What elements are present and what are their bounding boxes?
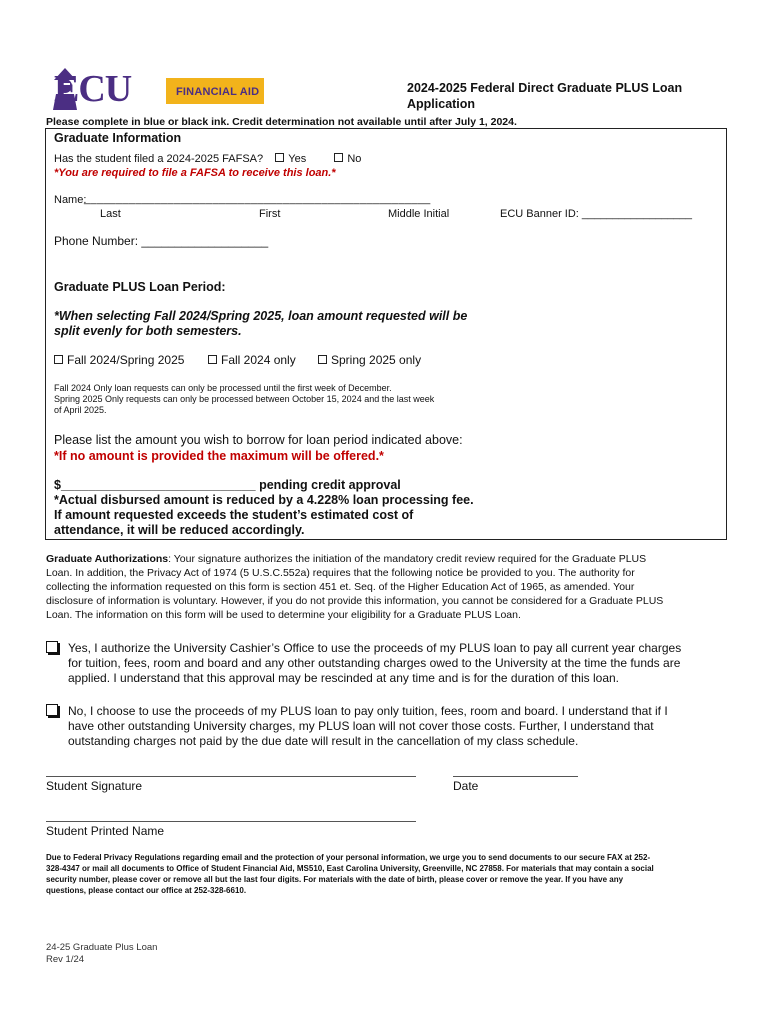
fine-print-line: Fall 2024 Only loan requests can only be processed until the first week of December. — [54, 383, 392, 393]
middle-initial-label: Middle Initial — [388, 208, 450, 220]
amount-prompt: Please list the amount you wish to borrow for loan period indicated above: — [54, 433, 463, 447]
option-label: Spring 2025 only — [331, 353, 422, 367]
loan-period-option-spring[interactable] — [318, 353, 421, 367]
fafsa-question: Has the student filed a 2024-2025 FAFSA? — [54, 153, 264, 165]
loan-period-option-fall-spring[interactable] — [54, 353, 184, 367]
authorizations-line: Loan. The information on this form will be used to determine your eligibility for a Graduate PLUS Loan. — [46, 609, 521, 621]
fafsa-row — [54, 153, 361, 165]
option-label: Fall 2024/Spring 2025 — [67, 353, 185, 367]
last-label: Last — [100, 208, 121, 220]
authorize-no-line: have other outstanding University charges, my PLUS loan will not cover those costs. Further, I understand that — [68, 719, 654, 733]
name-line[interactable]: ______________________________________________________ — [84, 193, 431, 205]
checkbox[interactable] — [318, 355, 327, 364]
checkbox[interactable] — [208, 355, 217, 364]
privacy-notice — [46, 852, 736, 896]
authorize-yes-checkbox[interactable] — [46, 641, 58, 653]
fafsa-yes-checkbox[interactable] — [275, 153, 284, 162]
amount-field[interactable]: $____________________________ pending credit approval — [54, 478, 401, 492]
printed-name-label: Student Printed Name — [46, 824, 165, 838]
page-title: 2024-2025 Federal Direct Graduate PLUS Loan Application — [407, 81, 683, 111]
date-label: Date — [453, 779, 479, 793]
authorize-yes-line: applied. I understand that this approval may be rescinded at any time and is for the duration of this loan. — [68, 671, 619, 685]
phone-field[interactable]: Phone Number: ___________________ — [54, 234, 269, 248]
ink-note: Please complete in blue or black ink. Credit determination not available until after July 1, 2024. — [46, 116, 517, 128]
privacy-notice-line: Due to Federal Privacy Regulations regarding email and the protection of your personal information, we urge you to send documents to our secure FAX at 252- — [46, 853, 651, 862]
loan-period-note-1: *When selecting Fall 2024/Spring 2025, loan amount requested will be — [54, 309, 468, 323]
loan-period-heading: Graduate PLUS Loan Period: — [54, 280, 226, 294]
logo-tag: FINANCIAL AID — [176, 86, 260, 98]
privacy-notice-line: security number, please cover or remove all but the last four digits. For materials with the date of birth, please cover or remove the year. If you have any — [46, 875, 624, 884]
fafsa-yes-label: Yes — [288, 153, 307, 165]
reduce-note-2: attendance, it will be reduced accordingly. — [54, 523, 305, 537]
privacy-notice-line: questions, please contact our office at 252-328-6610. — [46, 886, 247, 895]
printed-name-line[interactable] — [46, 821, 416, 822]
checkbox[interactable] — [54, 355, 63, 364]
fine-print-line: Spring 2025 Only requests can only be processed between October 15, 2024 and the last week — [54, 394, 435, 404]
authorizations-line: Loan. In addition, the Privacy Act of 1974 (5 U.S.C.552a) requires that the following notice be provided to you. The authority for — [46, 567, 635, 579]
graduate-information-heading: Graduate Information — [54, 131, 182, 145]
fine-print-line: of April 2025. — [54, 405, 107, 415]
amount-warning: *If no amount is provided the maximum will be offered.* — [54, 449, 384, 463]
authorizations-line: collecting the information requested on this form is section 451 et. Seq. of the Higher Education Act of 1965, as amended. Your — [46, 581, 635, 593]
fafsa-no-checkbox[interactable] — [334, 153, 343, 162]
authorize-no-text — [68, 704, 738, 749]
name-label: Name: — [54, 194, 87, 206]
fafsa-no-label: No — [347, 153, 362, 165]
authorize-yes-text — [68, 641, 738, 686]
authorize-yes-line: for tuition, fees, room and board and any other outstanding charges owed to the University at the time the funds are — [68, 656, 681, 670]
authorizations-paragraph — [46, 552, 736, 622]
loan-period-fine-print — [54, 383, 434, 416]
reduce-note-1: If amount requested exceeds the student’s estimated cost of — [54, 508, 414, 522]
privacy-notice-line: 328-4347 or mail all documents to Office of Student Financial Aid, MS510, East Carolina University, Greenville, NC 27858. For materials that may contain a social — [46, 864, 654, 873]
fee-note: *Actual disbursed amount is reduced by a 4.228% loan processing fee. — [54, 493, 474, 507]
fafsa-warning: *You are required to file a FAFSA to receive this loan.* — [54, 167, 336, 179]
authorizations-line: disclosure of information is voluntary. However, if you do not provide this information, you cannot be considered for a Graduate PLUS — [46, 595, 664, 607]
authorizations-line: : Your signature authorizes the initiation of the mandatory credit review required for the Graduate PLUS — [168, 553, 647, 565]
student-signature-line[interactable] — [46, 776, 416, 777]
authorizations-label: Graduate Authorizations — [46, 553, 169, 565]
form-revision: Rev 1/24 — [46, 954, 85, 965]
authorize-no-checkbox[interactable] — [46, 704, 58, 716]
logo-text: ECU — [54, 68, 132, 110]
form-footer — [46, 942, 157, 966]
date-line[interactable] — [453, 776, 578, 777]
authorize-no-line: outstanding charges not paid by the due date will result in the cancellation of my class schedule. — [68, 734, 579, 748]
first-label: First — [259, 208, 281, 220]
loan-period-option-fall[interactable] — [208, 353, 296, 367]
loan-period-note-2: split evenly for both semesters. — [54, 324, 242, 338]
authorize-no-line: No, I choose to use the proceeds of my PLUS loan to pay only tuition, fees, room and board. I understand that if I — [68, 704, 668, 718]
student-signature-label: Student Signature — [46, 779, 143, 793]
authorize-yes-line: Yes, I authorize the University Cashier’s Office to use the proceeds of my PLUS loan to pay all current year charges — [68, 641, 682, 655]
banner-id-field[interactable]: ECU Banner ID: __________________ — [500, 208, 693, 220]
form-name: 24-25 Graduate Plus Loan — [46, 942, 158, 953]
option-label: Fall 2024 only — [221, 353, 296, 367]
